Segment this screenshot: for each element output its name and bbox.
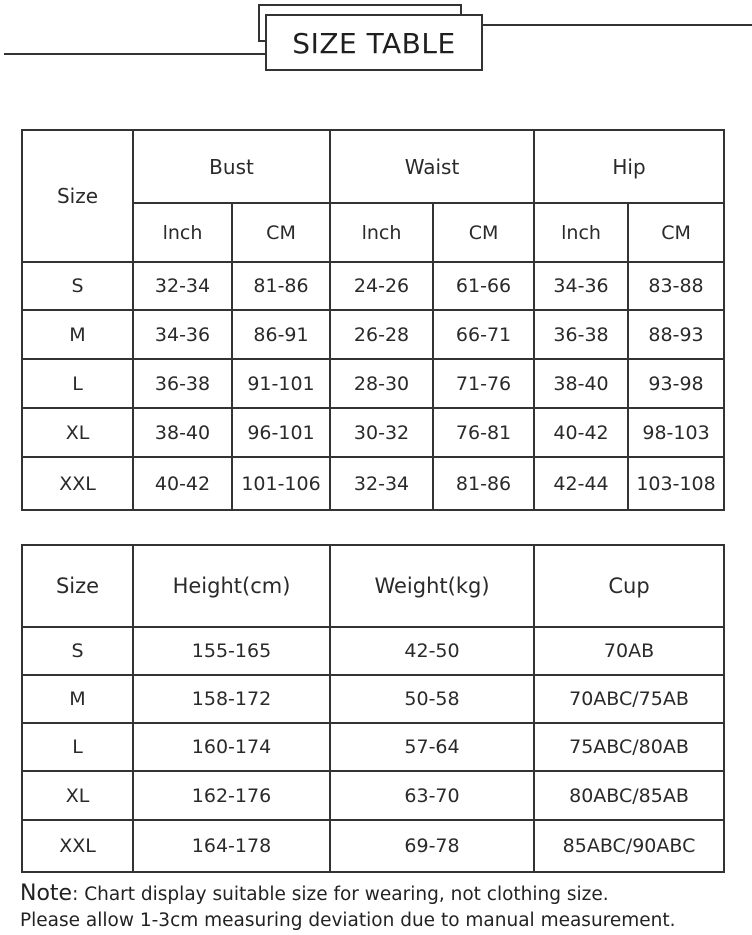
- height-header: Height(cm): [133, 545, 330, 627]
- hip-inch-cell: 40-42: [534, 408, 628, 457]
- size-note: [20, 881, 740, 934]
- height-weight-cup-table: [21, 544, 725, 873]
- weight-cell: 42-50: [330, 627, 534, 675]
- height-cell: 164-178: [133, 820, 330, 872]
- height-cell: 158-172: [133, 675, 330, 723]
- hip-inch-header: lnch: [534, 203, 628, 262]
- table-row: [22, 723, 724, 771]
- hip-cm-cell: 88-93: [628, 310, 724, 359]
- size-cell: XXL: [22, 820, 133, 872]
- hip-inch-cell: 36-38: [534, 310, 628, 359]
- bust-inch-cell: 32-34: [133, 262, 232, 310]
- waist-cm-cell: 66-71: [433, 310, 534, 359]
- hip-cm-cell: 93-98: [628, 359, 724, 408]
- bust-cm-header: CM: [232, 203, 330, 262]
- note-text-1: : Chart display suitable size for wearing, not clothing size.: [72, 884, 609, 905]
- bust-header: Bust: [133, 130, 330, 203]
- cup-cell: 85ABC/90ABC: [534, 820, 724, 872]
- bust-cm-cell: 81-86: [232, 262, 330, 310]
- hip-cm-cell: 103-108: [628, 457, 724, 510]
- bust-inch-header: lnch: [133, 203, 232, 262]
- table-row: [22, 359, 724, 408]
- table-row: [22, 408, 724, 457]
- bust-cm-cell: 86-91: [232, 310, 330, 359]
- size-cell: S: [22, 262, 133, 310]
- cup-cell: 70ABC/75AB: [534, 675, 724, 723]
- waist-inch-header: lnch: [330, 203, 433, 262]
- header-rule-left: [4, 53, 268, 55]
- hip-cm-cell: 83-88: [628, 262, 724, 310]
- bust-inch-cell: 38-40: [133, 408, 232, 457]
- size-cell: S: [22, 627, 133, 675]
- size-header: Size: [22, 545, 133, 627]
- size-cell: L: [22, 359, 133, 408]
- hip-inch-cell: 34-36: [534, 262, 628, 310]
- bust-inch-cell: 34-36: [133, 310, 232, 359]
- bust-inch-cell: 40-42: [133, 457, 232, 510]
- hip-cm-cell: 98-103: [628, 408, 724, 457]
- waist-inch-cell: 24-26: [330, 262, 433, 310]
- waist-cm-cell: 71-76: [433, 359, 534, 408]
- waist-cm-cell: 76-81: [433, 408, 534, 457]
- table-row: [22, 310, 724, 359]
- waist-cm-cell: 61-66: [433, 262, 534, 310]
- waist-cm-cell: 81-86: [433, 457, 534, 510]
- cup-cell: 70AB: [534, 627, 724, 675]
- cup-header: Cup: [534, 545, 724, 627]
- waist-inch-cell: 28-30: [330, 359, 433, 408]
- bust-cm-cell: 96-101: [232, 408, 330, 457]
- table-row: [22, 820, 724, 872]
- table-row: [22, 675, 724, 723]
- table-row: [22, 457, 724, 510]
- size-header: Size: [22, 130, 133, 262]
- size-cell: L: [22, 723, 133, 771]
- waist-cm-header: CM: [433, 203, 534, 262]
- hip-header: Hip: [534, 130, 724, 203]
- weight-cell: 50-58: [330, 675, 534, 723]
- height-cell: 162-176: [133, 771, 330, 820]
- note-line-1: [20, 881, 740, 908]
- bust-cm-cell: 101-106: [232, 457, 330, 510]
- size-cell: XL: [22, 408, 133, 457]
- waist-inch-cell: 30-32: [330, 408, 433, 457]
- weight-cell: 69-78: [330, 820, 534, 872]
- height-cell: 155-165: [133, 627, 330, 675]
- bust-cm-cell: 91-101: [232, 359, 330, 408]
- hip-inch-cell: 42-44: [534, 457, 628, 510]
- header-rule-right: [480, 24, 752, 26]
- hip-inch-cell: 38-40: [534, 359, 628, 408]
- size-cell: M: [22, 675, 133, 723]
- table-row: [22, 627, 724, 675]
- cup-cell: 80ABC/85AB: [534, 771, 724, 820]
- size-cell: XXL: [22, 457, 133, 510]
- note-label: Note: [20, 881, 73, 906]
- weight-cell: 63-70: [330, 771, 534, 820]
- bust-inch-cell: 36-38: [133, 359, 232, 408]
- weight-cell: 57-64: [330, 723, 534, 771]
- waist-inch-cell: 26-28: [330, 310, 433, 359]
- waist-inch-cell: 32-34: [330, 457, 433, 510]
- body-measurement-table: [21, 129, 725, 511]
- note-text-2: Please allow 1-3cm measuring deviation due to manual measurement.: [20, 910, 676, 931]
- weight-header: Weight(kg): [330, 545, 534, 627]
- table-row: [22, 262, 724, 310]
- table-row: [22, 771, 724, 820]
- size-cell: M: [22, 310, 133, 359]
- hip-cm-header: CM: [628, 203, 724, 262]
- size-cell: XL: [22, 771, 133, 820]
- cup-cell: 75ABC/80AB: [534, 723, 724, 771]
- page-title: SIZE TABLE: [292, 26, 456, 60]
- waist-header: Waist: [330, 130, 534, 203]
- height-cell: 160-174: [133, 723, 330, 771]
